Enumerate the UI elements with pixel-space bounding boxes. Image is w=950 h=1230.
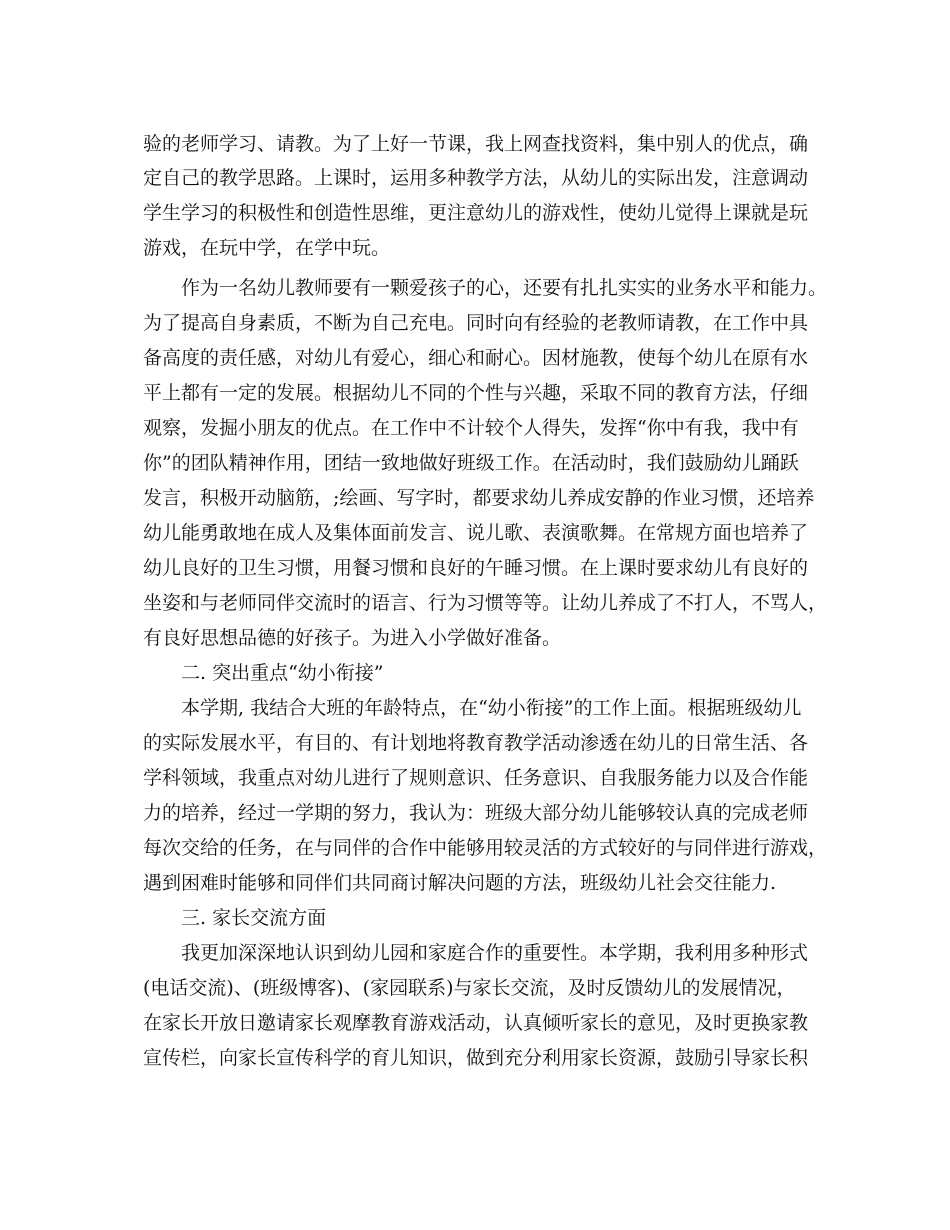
paragraph-start-line: 本学期, 我结合大班的年龄特点，在“幼小衔接”的工作上面。根据班级幼儿 [181,697,802,719]
text-line: 幼儿能勇敢地在成人及集体面前发言、说儿歌、表演歌舞。在常规方面也培养了 [143,522,809,544]
text-line: 备高度的责任感，对幼儿有爱心，细心和耐心。因材施教，使每个幼儿在原有水 [143,347,809,369]
text-line: (电话交流)、(班级博客)、(家园联系)与家长交流，及时反馈幼儿的发展情况， [143,977,796,999]
text-line: 定自己的教学思路。上课时，运用多种教学方法，从幼儿的实际出发，注意调动 [143,167,809,189]
text-line: 发言，积极开动脑筋，;绘画、写字时，都要求幼儿养成安静的作业习惯，还培养 [143,487,815,509]
text-line: 游戏，在玩中学，在学中玩。 [143,237,391,259]
text-line: 幼儿良好的卫生习惯，用餐习惯和良好的午睡习惯。在上课时要求幼儿有良好的 [143,557,809,579]
text-line: 力的培养，经过一学期的努力，我认为：班级大部分幼儿能够较认真的完成老师 [143,802,809,824]
text-line: 有良好思想品德的好孩子。为进入小学做好准备。 [143,627,562,649]
paragraph-start-line: 我更加深深地认识到幼儿园和家庭合作的重要性。本学期，我利用多种形式 [181,942,809,964]
text-line: 坐姿和与老师同伴交流时的语言、行为习惯等等。让幼儿养成了不打人，不骂人， [143,592,828,614]
text-line: 的实际发展水平，有目的、有计划地将教育教学活动渗透在幼儿的日常生活、各 [143,732,809,754]
text-line: 学生学习的积极性和创造性思维，更注意幼儿的游戏性，使幼儿觉得上课就是玩 [143,202,809,224]
text-line: 遇到困难时能够和同伴们共同商讨解决问题的方法，班级幼儿社会交往能力. [143,872,777,894]
text-line: 验的老师学习、请教。为了上好一节课，我上网查找资料，集中别人的优点，确 [143,133,809,155]
text-line: 观察，发掘小朋友的优点。在工作中不计较个人得失，发挥“你中有我，我中有 [143,417,799,439]
text-line: 平上都有一定的发展。根据幼儿不同的个性与兴趣，采取不同的教育方法，仔细 [143,382,809,404]
text-line: 在家长开放日邀请家长观摩教育游戏活动，认真倾听家长的意见，及时更换家教 [143,1012,809,1034]
text-line: 每次交给的任务，在与同伴的合作中能够用较灵活的方式较好的与同伴进行游戏， [143,837,828,859]
section-heading: 二. 突出重点“幼小衔接” [181,662,384,684]
section-heading: 三. 家长交流方面 [181,907,327,929]
paragraph-start-line: 作为一名幼儿教师要有一颗爱孩子的心，还要有扎扎实实的业务水平和能力。 [181,277,828,299]
text-line: 宣传栏，向家长宣传科学的育儿知识，做到充分利用家长资源，鼓励引导家长积 [143,1047,809,1069]
text-line: 学科领域，我重点对幼儿进行了规则意识、任务意识、自我服务能力以及合作能 [143,767,809,789]
text-line: 你”的团队精神作用，团结一致地做好班级工作。在活动时，我们鼓励幼儿踊跃 [143,452,799,474]
text-line: 为了提高自身素质，不断为自己充电。同时向有经验的老教师请教，在工作中具 [143,312,809,334]
